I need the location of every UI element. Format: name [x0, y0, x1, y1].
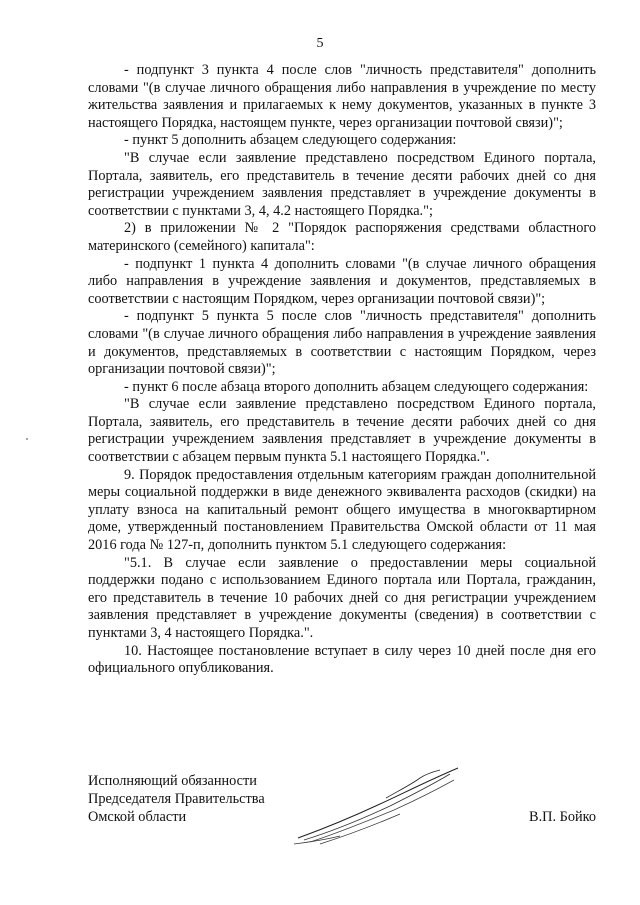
paragraph-item-9: 9. Порядок предоставления отдельным категориям граждан дополнительной меры социальной поддержки в виде денежного эквивалента расходов (скидки) на уплату взноса на капитальный ремонт общего имущества в многоквартирном доме, утвержденный постановлением Правительства Омской области от 11 мая 2016 года № 127-п, дополнить пунктом 5.1 следующего содержания: [88, 466, 596, 554]
paragraph-appendix-2: 2) в приложении № 2 "Порядок распоряжения средствами областного материнского (семейного) капитала": [88, 220, 596, 254]
paragraph-subpoint-5-point-5: - подпункт 5 пункта 5 после слов "личность представителя" дополнить словами "(в случае личного обращения либо направления в учреждение заявления и документов, представляемых в соответствии с настоящим Порядком, через организации почтовой связи)"; [88, 308, 596, 378]
paragraph-subpoint-3-point-4: - подпункт 3 пункта 4 после слов "личность представителя" дополнить словами "(в случае личного обращения либо направления в учреждение по месту жительства заявления и прилагаемых к нему документов, указанных в пункте 3 настоящего Порядка, настоящем пункте, через организации почтовой связи)"; [88, 62, 596, 131]
document-body [88, 62, 596, 678]
signatory-title-line-3: Омской области [88, 809, 187, 825]
signatory-title-line-2: Председателя Правительства [88, 791, 265, 807]
signatory-name: В.П. Бойко [529, 809, 596, 825]
paragraph-point-5-1-quote: "5.1. В случае если заявление о предоставлении меры социальной поддержки подано с использованием Единого портала или Портала, гражданин, его представитель в течение 10 рабочих дней со дня регистрации учреждением заявления представляет в учреждение документы (сведения) в соответствии с пунктами 3, 4 настоящего Порядка.". [88, 554, 596, 641]
page-number: 5 [316, 36, 324, 51]
paragraph-subpoint-1-point-4: - подпункт 1 пункта 4 дополнить словами "(в случае личного обращения либо направления в учреждение заявления и документов, представляемых в соответствии с настоящим Порядком, через организации почтовой связи)"; [88, 255, 596, 307]
handwritten-signature [290, 760, 470, 850]
paragraph-point-6-quote: "В случае если заявление представлено посредством Единого портала, Портала, заявитель, его представитель в течение десяти рабочих дней со дня регистрации учреждением заявления представляет в учреждение документы в соответствии с абзацем первым пункта 5.1 настоящего Порядка.". [88, 396, 596, 466]
margin-mark [26, 438, 28, 440]
paragraph-point-5-intro: - пункт 5 дополнить абзацем следующего содержания: [124, 132, 457, 149]
paragraph-point-6-intro: - пункт 6 после абзаца второго дополнить абзацем следующего содержания: [124, 378, 589, 395]
signatory-title-line-1: Исполняющий обязанности [88, 773, 257, 789]
paragraph-item-10: 10. Настоящее постановление вступает в силу через 10 дней после дня его официального опубликования. [88, 642, 596, 677]
paragraph-point-5-quote: "В случае если заявление представлено посредством Единого портала, Портала, заявитель, его представитель в течение десяти рабочих дней со дня регистрации учреждением заявления представляет в учреждение документы в соответствии с пунктами 3, 4, 4.2 настоящего Порядка."; [88, 149, 596, 219]
